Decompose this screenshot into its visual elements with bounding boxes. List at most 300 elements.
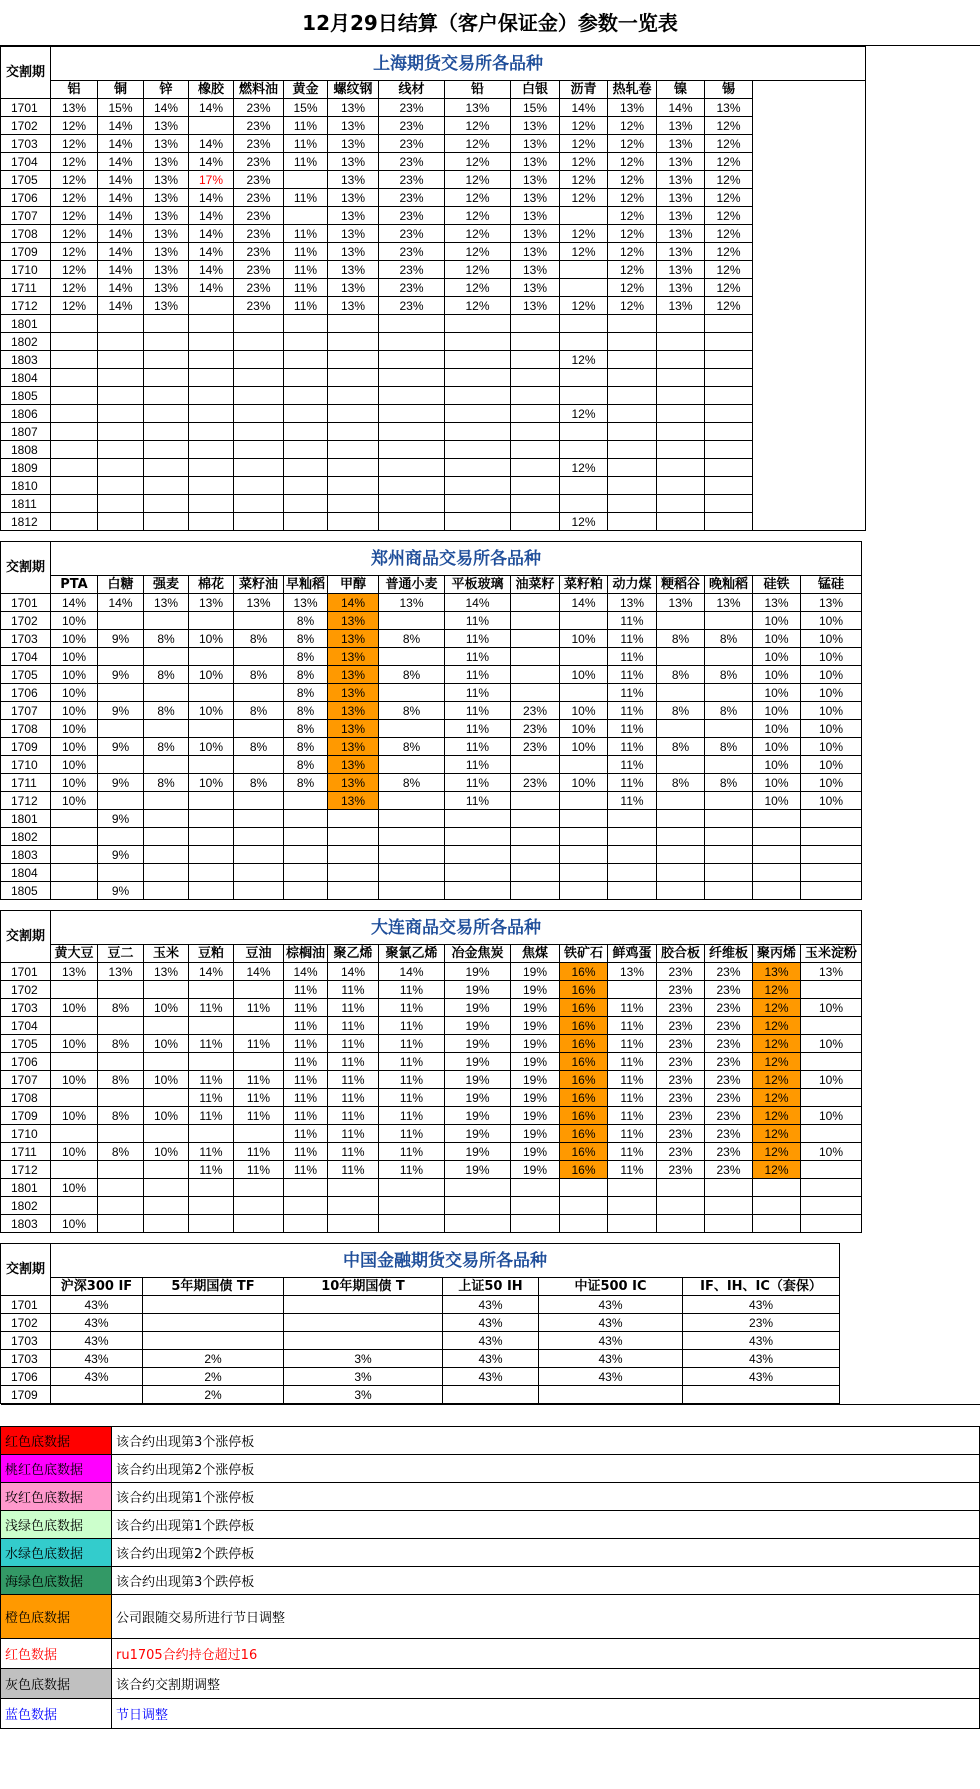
margin-cell: 11% [284, 981, 328, 999]
margin-cell: 12% [445, 297, 511, 315]
contract-month: 1804 [1, 369, 51, 387]
margin-cell: 23% [379, 279, 445, 297]
exchange-table [0, 541, 862, 900]
margin-cell [328, 846, 379, 864]
margin-cell: 12% [608, 225, 657, 243]
margin-cell [801, 1053, 862, 1071]
margin-cell [705, 756, 753, 774]
margin-cell: 14% [234, 963, 284, 981]
margin-cell: 13% [511, 117, 560, 135]
margin-cell: 19% [445, 1107, 511, 1125]
margin-cell: 12% [705, 279, 753, 297]
margin-cell: 19% [445, 981, 511, 999]
margin-cell: 11% [284, 1107, 328, 1125]
margin-cell [445, 495, 511, 513]
margin-cell: 11% [284, 1143, 328, 1161]
exchange-title: 郑州商品交易所各品种 [51, 542, 862, 576]
margin-cell [189, 423, 234, 441]
margin-cell: 19% [511, 1107, 560, 1125]
table-row [1, 828, 862, 846]
legend-row [1, 1567, 980, 1595]
margin-cell [328, 477, 379, 495]
margin-cell: 12% [705, 153, 753, 171]
margin-cell [445, 864, 511, 882]
margin-cell [234, 369, 284, 387]
margin-cell [98, 612, 144, 630]
margin-cell: 2% [143, 1386, 284, 1404]
margin-cell: 13% [328, 630, 379, 648]
margin-cell [98, 981, 144, 999]
margin-cell [234, 513, 284, 531]
product-header: 平板玻璃 [445, 576, 511, 594]
margin-cell [801, 1179, 862, 1197]
margin-cell [657, 684, 705, 702]
margin-cell [328, 423, 379, 441]
margin-cell: 14% [98, 189, 144, 207]
margin-cell: 14% [657, 99, 705, 117]
margin-cell: 16% [560, 1125, 608, 1143]
margin-cell [511, 405, 560, 423]
margin-cell: 8% [234, 666, 284, 684]
margin-cell [657, 720, 705, 738]
product-header: 上证50 IH [443, 1278, 539, 1296]
margin-cell [189, 864, 234, 882]
margin-cell: 12% [560, 297, 608, 315]
margin-cell [608, 333, 657, 351]
margin-cell [98, 495, 144, 513]
margin-cell: 11% [284, 999, 328, 1017]
margin-cell: 16% [560, 1035, 608, 1053]
margin-cell [284, 387, 328, 405]
legend-description: 公司跟随交易所进行节日调整 [112, 1595, 980, 1639]
margin-cell [51, 828, 98, 846]
margin-cell [657, 846, 705, 864]
margin-cell: 12% [608, 279, 657, 297]
margin-cell [189, 1215, 234, 1233]
margin-cell [328, 882, 379, 900]
margin-cell [608, 981, 657, 999]
margin-cell [98, 333, 144, 351]
margin-cell: 14% [189, 261, 234, 279]
table-row [1, 243, 866, 261]
margin-cell: 9% [98, 774, 144, 792]
margin-cell: 10% [51, 774, 98, 792]
table-row [1, 333, 866, 351]
margin-cell: 10% [753, 720, 801, 738]
margin-cell: 11% [608, 774, 657, 792]
margin-cell [51, 1053, 98, 1071]
table-row [1, 135, 866, 153]
margin-cell: 12% [560, 153, 608, 171]
margin-cell: 14% [98, 297, 144, 315]
margin-cell [379, 459, 445, 477]
margin-cell: 11% [189, 1107, 234, 1125]
contract-month: 1712 [1, 792, 51, 810]
margin-cell: 8% [284, 684, 328, 702]
margin-cell [657, 333, 705, 351]
margin-cell: 13% [51, 963, 98, 981]
margin-cell [98, 477, 144, 495]
margin-cell: 10% [51, 1143, 98, 1161]
margin-cell: 23% [705, 1089, 753, 1107]
margin-cell [143, 1332, 284, 1350]
margin-cell: 16% [560, 1161, 608, 1179]
margin-cell [511, 369, 560, 387]
table-row [1, 1053, 862, 1071]
margin-cell: 13% [328, 792, 379, 810]
margin-cell: 10% [189, 774, 234, 792]
product-header: 棕榈油 [284, 945, 328, 963]
margin-cell [801, 846, 862, 864]
margin-cell [705, 1179, 753, 1197]
margin-cell [234, 684, 284, 702]
margin-cell: 19% [445, 963, 511, 981]
margin-cell: 13% [328, 207, 379, 225]
margin-cell [144, 513, 189, 531]
margin-cell [657, 387, 705, 405]
margin-cell [445, 828, 511, 846]
margin-cell: 19% [445, 1071, 511, 1089]
margin-cell: 12% [753, 1143, 801, 1161]
blank-cell [753, 117, 866, 135]
margin-cell: 10% [753, 648, 801, 666]
margin-cell [753, 828, 801, 846]
margin-cell: 10% [189, 702, 234, 720]
margin-cell: 12% [705, 225, 753, 243]
margin-cell [189, 1179, 234, 1197]
blank-cell [753, 441, 866, 459]
margin-cell [234, 864, 284, 882]
margin-cell [511, 1179, 560, 1197]
margin-cell [705, 423, 753, 441]
margin-cell: 12% [753, 1107, 801, 1125]
margin-cell [98, 1215, 144, 1233]
table-row [1, 1179, 862, 1197]
margin-cell [189, 513, 234, 531]
product-header: 燃料油 [234, 81, 284, 99]
margin-cell [284, 171, 328, 189]
product-header: 动力煤 [608, 576, 657, 594]
margin-cell: 13% [657, 207, 705, 225]
contract-month: 1801 [1, 315, 51, 333]
table-row [1, 1386, 840, 1404]
table-row [1, 1368, 840, 1386]
margin-cell: 11% [608, 1053, 657, 1071]
legend-row [1, 1669, 980, 1699]
margin-cell: 10% [560, 666, 608, 684]
margin-cell [98, 864, 144, 882]
margin-cell: 14% [560, 594, 608, 612]
blank-cell [753, 189, 866, 207]
margin-cell: 13% [657, 153, 705, 171]
margin-cell: 12% [560, 171, 608, 189]
margin-cell: 23% [234, 297, 284, 315]
margin-cell [560, 612, 608, 630]
margin-cell [608, 864, 657, 882]
margin-cell: 9% [98, 666, 144, 684]
margin-cell [445, 369, 511, 387]
margin-cell [144, 756, 189, 774]
margin-cell [379, 405, 445, 423]
margin-cell [189, 117, 234, 135]
margin-cell [284, 315, 328, 333]
margin-cell [657, 315, 705, 333]
margin-cell: 11% [608, 999, 657, 1017]
table-row [1, 612, 862, 630]
margin-cell [445, 405, 511, 423]
margin-cell: 12% [608, 117, 657, 135]
margin-cell: 10% [189, 738, 234, 756]
margin-cell [328, 405, 379, 423]
margin-cell: 10% [753, 612, 801, 630]
margin-cell [51, 405, 98, 423]
margin-cell [705, 1215, 753, 1233]
margin-cell: 12% [445, 153, 511, 171]
contract-month: 1811 [1, 495, 51, 513]
contract-month: 1806 [1, 405, 51, 423]
color-legend [0, 1404, 980, 1729]
table-row [1, 297, 866, 315]
margin-cell [379, 756, 445, 774]
margin-cell [51, 369, 98, 387]
margin-cell: 23% [657, 1143, 705, 1161]
margin-cell [379, 1179, 445, 1197]
contract-month: 1803 [1, 351, 51, 369]
margin-cell: 43% [539, 1350, 683, 1368]
product-header: 锡 [705, 81, 753, 99]
table-row [1, 999, 862, 1017]
margin-cell [608, 459, 657, 477]
margin-cell [511, 846, 560, 864]
exchange-title: 大连商品交易所各品种 [51, 911, 862, 945]
table-row [1, 171, 866, 189]
exchange-table [0, 910, 862, 1233]
margin-cell: 14% [189, 225, 234, 243]
contract-month: 1703 [1, 1332, 51, 1350]
margin-cell: 8% [98, 999, 144, 1017]
margin-cell: 12% [51, 225, 98, 243]
margin-cell [189, 756, 234, 774]
margin-cell: 10% [560, 630, 608, 648]
table-row [1, 189, 866, 207]
margin-cell [98, 720, 144, 738]
margin-cell: 10% [51, 1107, 98, 1125]
margin-cell: 11% [234, 999, 284, 1017]
margin-cell [51, 387, 98, 405]
margin-cell [379, 333, 445, 351]
margin-cell: 14% [189, 279, 234, 297]
margin-cell [144, 459, 189, 477]
margin-cell: 13% [657, 171, 705, 189]
product-header: 中证500 IC [539, 1278, 683, 1296]
margin-cell [284, 477, 328, 495]
margin-cell: 19% [445, 1161, 511, 1179]
margin-cell: 13% [608, 963, 657, 981]
margin-cell: 10% [144, 1035, 189, 1053]
product-header: 聚丙烯 [753, 945, 801, 963]
margin-cell [608, 828, 657, 846]
margin-cell [284, 828, 328, 846]
margin-cell [539, 1386, 683, 1404]
margin-cell: 23% [657, 981, 705, 999]
margin-cell: 12% [445, 279, 511, 297]
margin-cell [511, 594, 560, 612]
blank-cell [753, 423, 866, 441]
margin-cell: 11% [379, 999, 445, 1017]
margin-cell [657, 477, 705, 495]
margin-cell [560, 207, 608, 225]
margin-cell: 12% [445, 171, 511, 189]
product-header: 锌 [144, 81, 189, 99]
contract-month: 1808 [1, 441, 51, 459]
margin-cell: 19% [511, 1035, 560, 1053]
margin-cell [560, 828, 608, 846]
product-header: 豆二 [98, 945, 144, 963]
margin-cell: 11% [608, 1161, 657, 1179]
margin-cell: 43% [443, 1350, 539, 1368]
margin-cell: 3% [284, 1368, 443, 1386]
margin-cell: 23% [234, 243, 284, 261]
margin-cell [144, 1179, 189, 1197]
margin-cell: 10% [801, 648, 862, 666]
contract-month: 1709 [1, 1107, 51, 1125]
margin-cell [560, 882, 608, 900]
margin-cell: 11% [189, 1089, 234, 1107]
margin-cell [98, 756, 144, 774]
legend-description: 该合约出现第1个涨停板 [112, 1483, 980, 1511]
legend-row [1, 1699, 980, 1729]
margin-cell: 12% [705, 261, 753, 279]
margin-cell: 13% [328, 117, 379, 135]
margin-cell [657, 495, 705, 513]
margin-cell [234, 756, 284, 774]
margin-cell: 23% [705, 1017, 753, 1035]
margin-cell [234, 612, 284, 630]
margin-cell: 11% [189, 1161, 234, 1179]
margin-cell: 11% [284, 261, 328, 279]
margin-cell: 11% [284, 1161, 328, 1179]
margin-cell: 11% [608, 1089, 657, 1107]
product-header: 菜籽粕 [560, 576, 608, 594]
margin-cell [234, 1197, 284, 1215]
margin-cell: 11% [608, 1125, 657, 1143]
margin-cell: 43% [443, 1332, 539, 1350]
margin-cell: 11% [189, 1143, 234, 1161]
margin-cell [234, 387, 284, 405]
margin-cell: 14% [328, 594, 379, 612]
margin-cell: 10% [51, 1035, 98, 1053]
table-row [1, 1296, 840, 1314]
margin-cell [51, 333, 98, 351]
margin-cell: 12% [51, 261, 98, 279]
margin-cell: 11% [284, 1089, 328, 1107]
contract-month: 1702 [1, 1314, 51, 1332]
margin-cell: 10% [144, 1143, 189, 1161]
margin-cell: 8% [705, 774, 753, 792]
margin-cell [379, 441, 445, 459]
margin-cell [445, 477, 511, 495]
margin-cell [705, 1197, 753, 1215]
margin-cell: 8% [284, 756, 328, 774]
margin-cell [705, 351, 753, 369]
margin-cell: 23% [379, 135, 445, 153]
margin-cell: 10% [753, 756, 801, 774]
margin-cell [705, 882, 753, 900]
margin-cell: 14% [189, 207, 234, 225]
table-row [1, 882, 862, 900]
margin-cell [801, 1089, 862, 1107]
margin-cell [801, 864, 862, 882]
margin-cell [511, 441, 560, 459]
margin-cell [189, 612, 234, 630]
margin-cell: 19% [445, 1143, 511, 1161]
margin-cell [608, 441, 657, 459]
margin-cell [560, 495, 608, 513]
margin-cell [445, 423, 511, 441]
margin-cell [144, 1215, 189, 1233]
margin-cell [328, 864, 379, 882]
table-row [1, 279, 866, 297]
contract-month: 1707 [1, 1071, 51, 1089]
margin-cell [560, 441, 608, 459]
product-header: 白银 [511, 81, 560, 99]
margin-cell: 23% [657, 1089, 705, 1107]
margin-cell [328, 369, 379, 387]
contract-month: 1703 [1, 999, 51, 1017]
product-header: 聚乙烯 [328, 945, 379, 963]
margin-cell [379, 495, 445, 513]
margin-cell: 17% [189, 171, 234, 189]
margin-cell: 12% [705, 189, 753, 207]
margin-cell: 11% [284, 1053, 328, 1071]
margin-cell: 43% [51, 1332, 143, 1350]
margin-cell [328, 1215, 379, 1233]
margin-cell: 10% [51, 999, 98, 1017]
margin-cell: 13% [328, 99, 379, 117]
margin-cell: 12% [445, 117, 511, 135]
product-header: 铅 [445, 81, 511, 99]
margin-cell [801, 828, 862, 846]
margin-cell [445, 1197, 511, 1215]
table-row [1, 477, 866, 495]
product-header: 胶合板 [657, 945, 705, 963]
exchange-sections [0, 46, 980, 1404]
margin-cell: 23% [705, 1071, 753, 1089]
margin-cell: 23% [705, 1035, 753, 1053]
product-header: 普通小麦 [379, 576, 445, 594]
margin-cell: 19% [445, 1035, 511, 1053]
margin-cell: 12% [753, 1053, 801, 1071]
margin-cell [705, 846, 753, 864]
legend-swatch-label: 蓝色数据 [1, 1699, 112, 1729]
section-gap [0, 531, 980, 541]
margin-cell: 11% [189, 999, 234, 1017]
blank-cell [753, 351, 866, 369]
margin-cell: 13% [328, 243, 379, 261]
table-row [1, 666, 862, 684]
margin-cell [328, 459, 379, 477]
blank-cell [753, 153, 866, 171]
margin-cell: 8% [284, 774, 328, 792]
margin-cell: 10% [753, 684, 801, 702]
margin-cell: 10% [801, 612, 862, 630]
margin-cell: 43% [443, 1368, 539, 1386]
table-row [1, 756, 862, 774]
margin-cell: 23% [379, 189, 445, 207]
margin-cell: 23% [234, 207, 284, 225]
margin-cell: 13% [657, 117, 705, 135]
margin-cell: 12% [705, 135, 753, 153]
